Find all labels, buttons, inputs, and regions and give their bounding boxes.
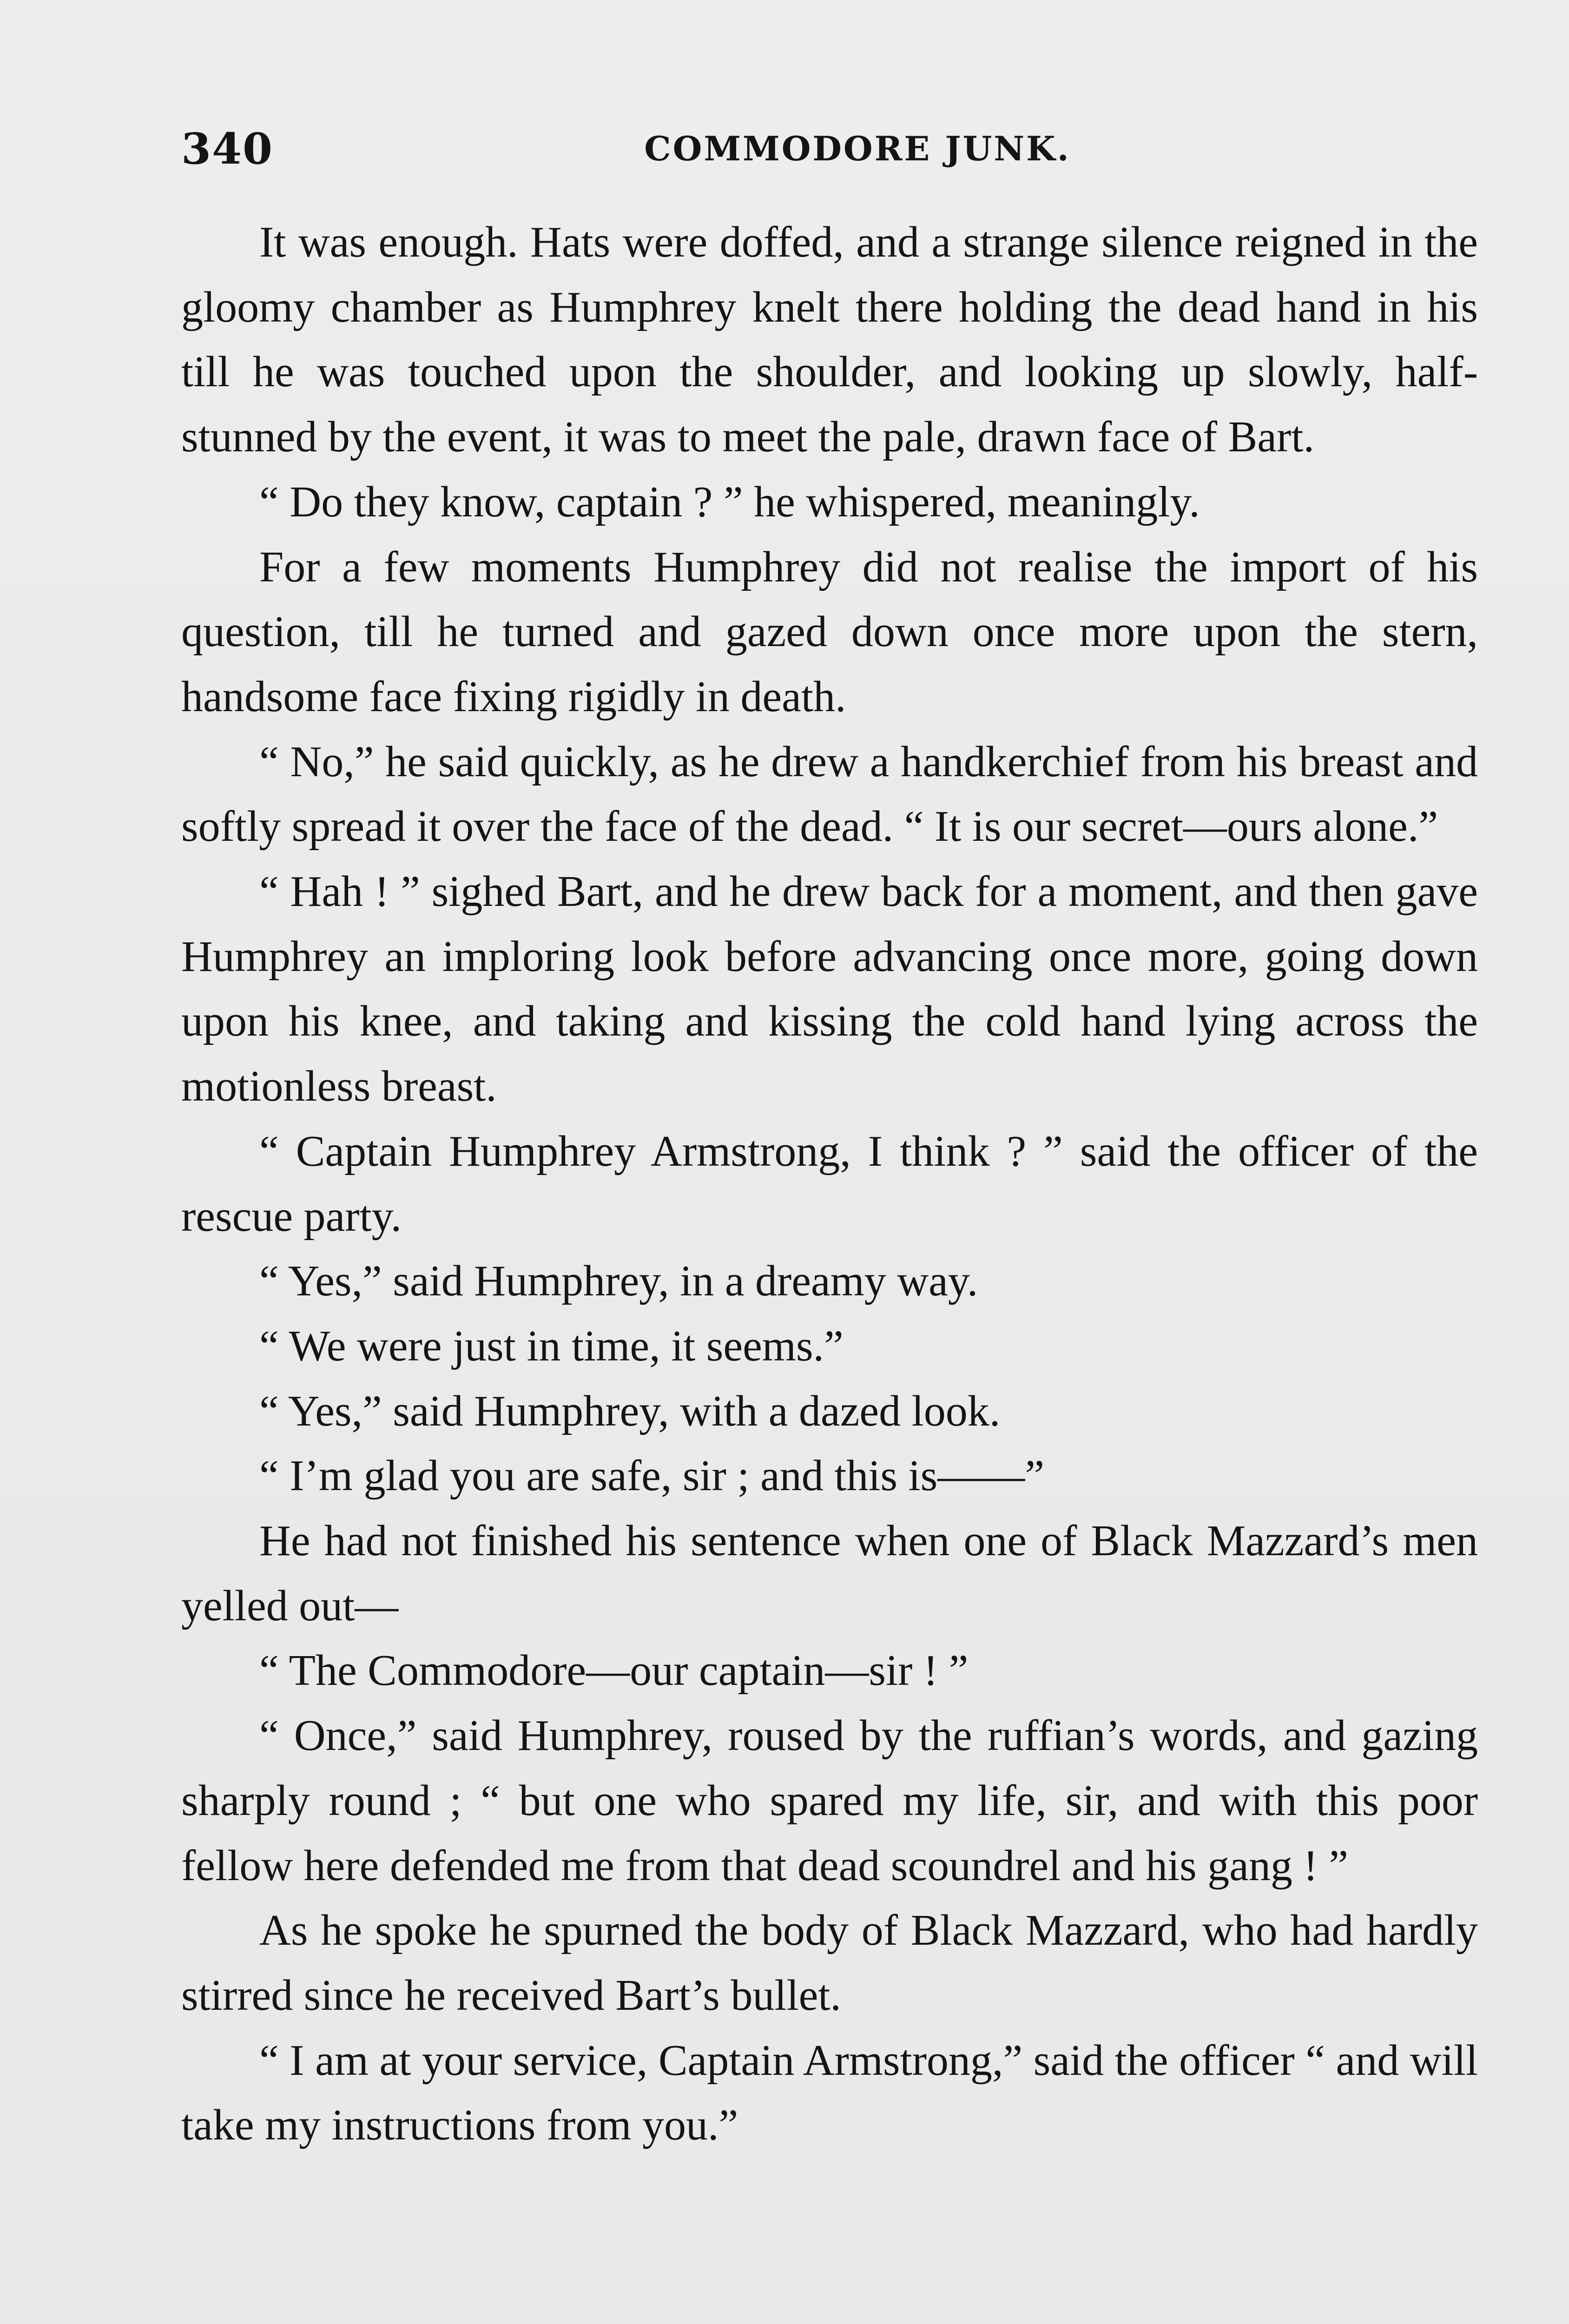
running-head: COMMODORE JUNK. [644, 129, 1071, 168]
paragraph: It was enough. Hats were doffed, and a strange silence reigned in the gloomy chamber as Humphrey knelt there holding the dead hand in his till he was touched upon the shoulder, and looking up slowly, half-stunned by the event, it was to meet the pale, drawn face of Bart. [181, 218, 1478, 462]
paragraph: “ Captain Humphrey Armstrong, I think ? ” said the officer of the rescue party. [181, 1127, 1478, 1241]
paragraph: “ I am at your service, Captain Armstrong,” said the officer “ and will take my instructions from you.” [181, 2036, 1478, 2150]
paragraph: “ Once,” said Humphrey, roused by the ruffian’s words, and gazing sharply round ; “ but one who spared my life, sir, and with this poor fellow here defended me from that dead scoundrel and his gang ! ” [181, 1711, 1478, 1890]
paragraph: “ Hah ! ” sighed Bart, and he drew back for a moment, and then gave Humphrey an imploring look before advancing once more, going down upon his knee, and taking and kissing the cold hand lying across the motionless breast. [181, 867, 1478, 1111]
paragraph: As he spoke he spurned the body of Black Mazzard, who had hardly stirred since he received Bart’s bullet. [181, 1906, 1478, 2020]
paragraph: “ The Commodore—our captain—sir ! ” [259, 1646, 969, 1695]
body-text [181, 210, 1478, 2158]
paragraph: “ No,” he said quickly, as he drew a handkerchief from his breast and softly spread it over the face of the dead. “ It is our secret—ours alone.” [181, 737, 1478, 851]
paragraph: “ I’m glad you are safe, sir ; and this is——” [259, 1452, 1044, 1500]
paragraph: “ Yes,” said Humphrey, with a dazed look. [259, 1386, 1001, 1435]
paragraph: “ We were just in time, it seems.” [259, 1321, 844, 1370]
paragraph: He had not finished his sentence when one of Black Mazzard’s men yelled out— [181, 1517, 1478, 1630]
page-number: 340 [181, 124, 274, 174]
page-header [181, 119, 1478, 179]
paragraph: “ Do they know, captain ? ” he whispered, meaningly. [259, 477, 1200, 526]
paragraph: “ Yes,” said Humphrey, in a dreamy way. [259, 1257, 978, 1306]
paragraph: For a few moments Humphrey did not realise the import of his question, till he turned and gazed down once more upon the stern, handsome face fixing rigidly in death. [181, 542, 1478, 721]
